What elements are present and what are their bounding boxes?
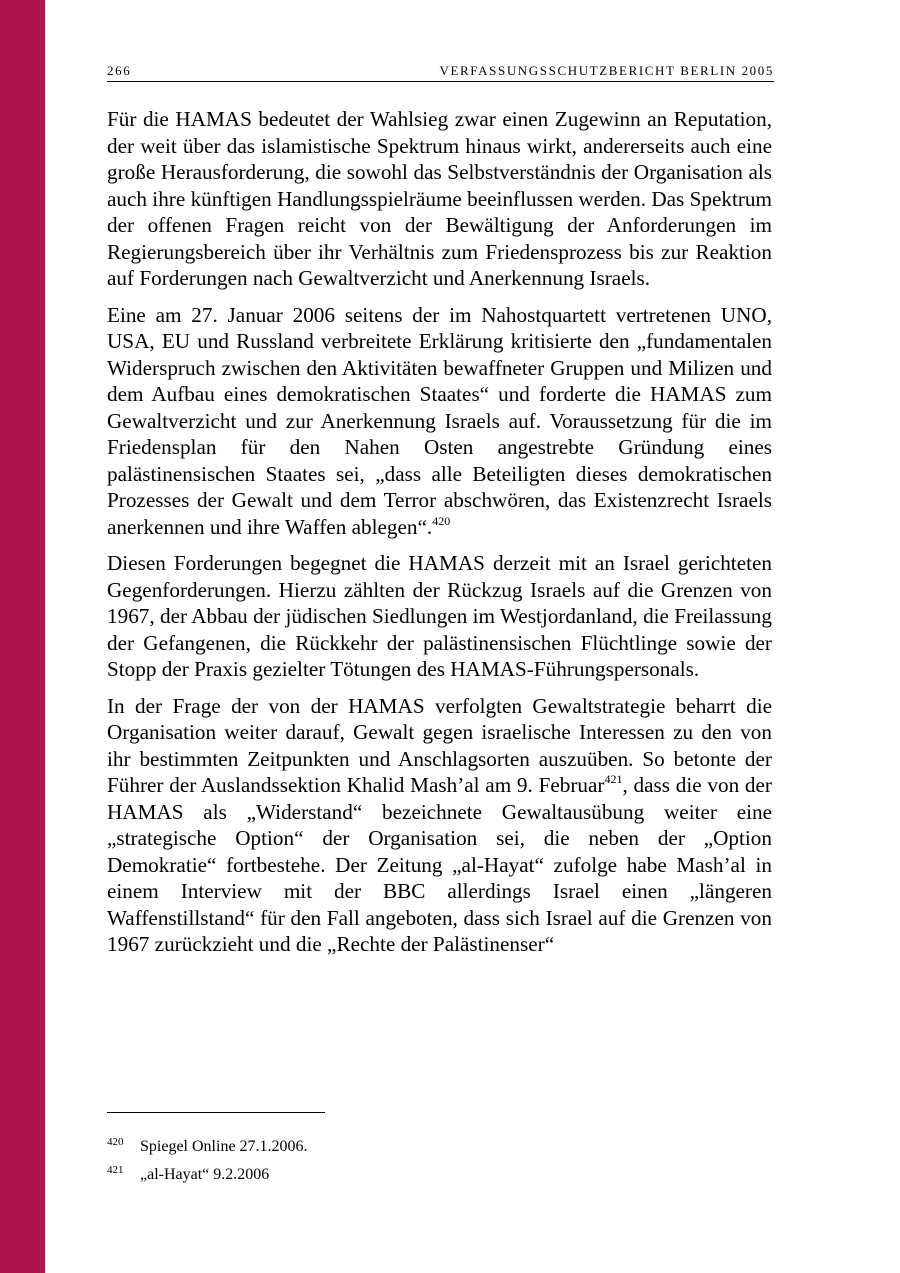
- paragraph-2-text: Eine am 27. Januar 2006 seitens der im Nahostquartett vertretenen UNO, USA, EU und Russland verbreitete Erklärung kritisierte den „fundamentalen Widerspruch zwischen den Aktivitäten bewaffneter Gruppen und Milizen und dem Aufbau eines demokratischen Staates“ und forderte die HAMAS zum Gewaltverzicht und zur Anerkennung Israels auf. Voraussetzung für die im Friedensplan für den Nahen Osten angestrebte Gründung eines palästinensischen Staates sei, „dass alle Beteiligten dieses demokratischen Prozesses der Gewalt und dem Terror abschwören, das Existenzrecht Israels anerkennen und ihre Waffen ablegen“.: [107, 302, 772, 539]
- paragraph-1-text: Für die HAMAS bedeutet der Wahlsieg zwar einen Zugewinn an Reputation, der weit über das islamistische Spektrum hinaus wirkt, andererseits auch eine große Herausforderung, die sowohl das Selbstverständnis der Organisation als auch ihre künftigen Handlungsspielräume beeinflussen werden. Das Spektrum der offenen Fragen reicht von der Bewältigung der Anforderungen im Regierungsbereich über ihr Verhältnis zum Friedensprozess bis zur Reaktion auf Forderungen nach Gewaltverzicht und Anerkennung Israels.: [107, 107, 772, 290]
- running-title: VERFASSUNGSSCHUTZBERICHT BERLIN 2005: [439, 63, 774, 78]
- paragraph-2: [107, 302, 772, 541]
- footnote-text: Spiegel Online 27.1.2006.: [140, 1138, 308, 1155]
- footnote-number: 420: [107, 1136, 124, 1148]
- footnote-ref-421[interactable]: 421: [604, 772, 623, 786]
- paragraph-4-text-b: , dass die von der HAMAS als „Widerstand“ bezeichnete Gewaltausübung weiter eine „strategische Option“ der Organisation sei, die neben der „Option Demokratie“ fortbestehe. Der Zeitung „al-Hayat“ zufolge habe Mash’al in einem Interview mit der BBC allerdings Israel einen „längeren Waffenstillstand“ für den Fall angeboten, dass sich Israel auf die Grenzen von 1967 zurückzieht und die „Rechte der Palästinenser“: [107, 773, 772, 956]
- footnote-text: „al-Hayat“ 9.2.2006: [140, 1166, 270, 1183]
- sidebar-color-strip: [0, 0, 45, 1273]
- body-text: [107, 106, 772, 968]
- paragraph-4-text-a: In der Frage der von der HAMAS verfolgten Gewaltstrategie beharrt die Organisation weiter darauf, Gewalt gegen israelische Interessen zu den von ihr bestimmten Zeitpunkten und Anschlagsorten auszuüben. So betonte der Führer der Auslandssektion Khalid Mash’al am 9. Februar: [107, 693, 772, 797]
- paragraph-3-text: Diesen Forderungen begegnet die HAMAS derzeit mit an Israel gerichteten Gegenforderungen. Hierzu zählten der Rückzug Israels auf die Grenzen von 1967, der Abbau der jüdischen Siedlungen im Westjordanland, die Freilassung der Gefangenen, die Rückkehr der palästinensischen Flüchtlinge sowie der Stopp der Praxis gezielter Tötungen des HAMAS-Führungspersonals.: [107, 551, 772, 681]
- paragraph-1: [107, 106, 772, 292]
- page-header: [107, 61, 774, 82]
- page-number: 266: [107, 63, 132, 78]
- paragraph-3: [107, 550, 772, 683]
- paragraph-4: [107, 693, 772, 958]
- footnote-ref-420[interactable]: 420: [432, 513, 451, 528]
- footnote-divider: [107, 1112, 325, 1113]
- footnote-number: 421: [107, 1164, 124, 1176]
